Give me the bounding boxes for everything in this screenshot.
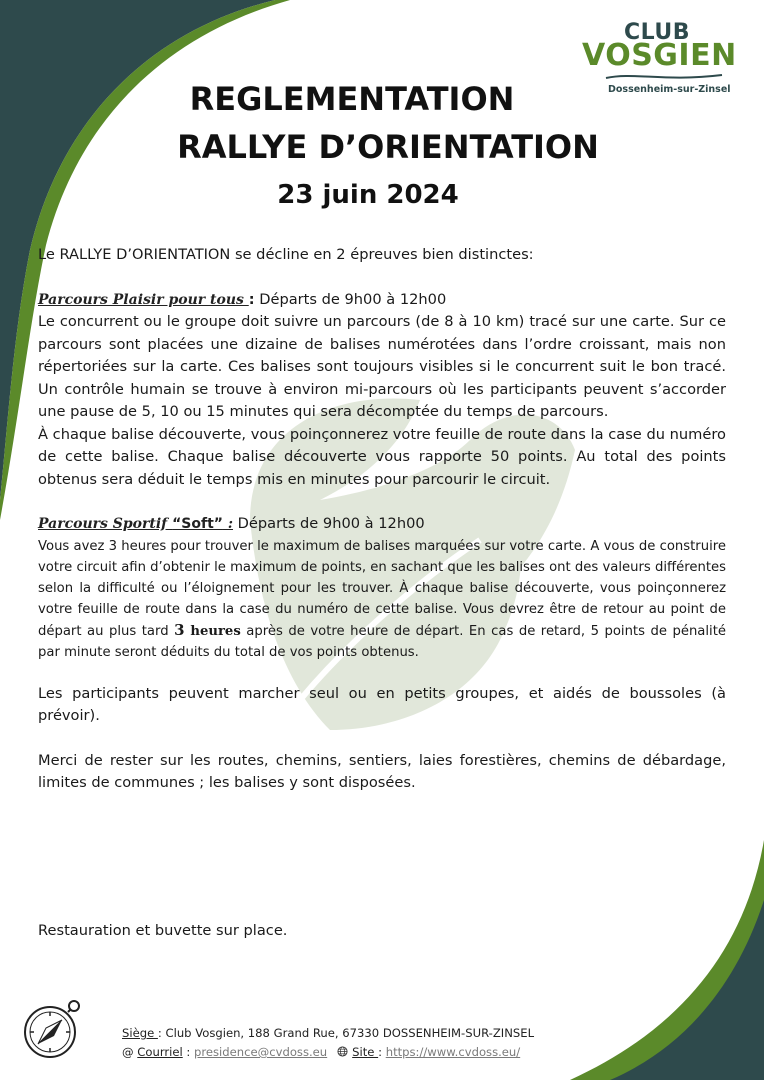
section-sportif	[38, 513, 726, 663]
footer-siege-label: Siège	[122, 1026, 158, 1040]
sportif-duration	[174, 620, 241, 639]
section-plaisir	[38, 289, 726, 492]
sportif-soft: “Soft”	[172, 516, 223, 532]
plaisir-heading	[38, 289, 726, 312]
plaisir-text-2: À chaque balise découverte, vous poinçonnerez votre feuille de route dans la case du numéro de cette balise. Chaque balise découverte vous rapporte 50 points. Au total des points obtenus sera déduit le temps mis en minutes pour parcourir le circuit.	[38, 425, 726, 488]
restauration-text: Restauration et buvette sur place.	[38, 922, 288, 939]
sportif-duration-word: heures	[184, 623, 241, 639]
footer-site-label: Site	[352, 1045, 379, 1059]
document-body	[38, 244, 726, 817]
logo-vosgien-text: VOSGIEN	[582, 38, 737, 73]
logo-club-text: CLUB	[624, 20, 691, 45]
footer-site-sep: :	[378, 1045, 386, 1059]
footer-contact-line	[122, 1043, 534, 1062]
intro-paragraph: Le RALLYE D’ORIENTATION se décline en 2 épreuves bien distinctes:	[38, 246, 534, 263]
participants-paragraph: Les participants peuvent marcher seul ou en petits groupes, et aidés de boussoles (à prévoir).	[38, 684, 726, 724]
logo-town-text: Dossenheim-sur-Zinsel	[608, 84, 731, 95]
title-reglementation: REGLEMENTATION	[189, 80, 515, 118]
sportif-text-b: après de votre heure de départ. En cas de retard, 5 points de pénalité par minute seront déduits du total de vos points obtenus.	[38, 623, 726, 660]
footer	[122, 1024, 534, 1062]
sportif-heading	[38, 513, 726, 536]
footer-site-link[interactable]: https://www.cvdoss.eu/	[385, 1045, 521, 1059]
compass-icon	[18, 992, 88, 1062]
globe-icon	[337, 1046, 348, 1057]
sportif-label	[38, 516, 233, 532]
footer-email-link[interactable]: presidence@cvdoss.eu	[194, 1045, 328, 1059]
sportif-departs: Départs de 9h00 à 12h00	[233, 515, 425, 532]
title-date: 23 juin 2024	[277, 180, 459, 210]
sportif-text-a: Vous avez 3 heures pour trouver le maximum de balises marquées sur votre carte. A vous de construire votre circuit afin d’obtenir le maximum de points, en sachant que les balises ont des valeurs différentes selon la difficulté ou l’éloignement pour les trouver. À chaque balise découverte, vous poinçonnerez votre feuille de route dans la case du numéro de cette balise. Vous devrez être de retour au point de départ au plus tard	[38, 538, 726, 639]
footer-courriel-label: Courriel	[137, 1045, 183, 1059]
sportif-colon: :	[222, 516, 234, 532]
title-rallye: RALLYE D’ORIENTATION	[177, 128, 599, 166]
footer-address-line	[122, 1024, 534, 1043]
sportif-text	[38, 536, 726, 663]
plaisir-label: Parcours Plaisir pour tous	[38, 291, 249, 308]
plaisir-departs: Départs de 9h00 à 12h00	[254, 290, 447, 308]
merci-paragraph: Merci de rester sur les routes, chemins, sentiers, laies forestières, chemins de débardage, limites de communes ; les balises y sont disposées.	[38, 751, 726, 791]
footer-siege-text: : Club Vosgien, 188 Grand Rue, 67330 DOSSENHEIM-SUR-ZINSEL	[157, 1026, 535, 1040]
footer-courriel-sep: :	[182, 1045, 195, 1059]
sportif-duration-number: 3	[174, 620, 185, 639]
sportif-label-text: Parcours Sportif	[38, 516, 173, 532]
plaisir-text-1: Le concurrent ou le groupe doit suivre un parcours (de 8 à 10 km) tracé sur une carte. Sur ce parcours sont placées une dizaine de balises numérotées dans l’ordre croissant, mais non répertoriées sur la carte. Ces balises sont toujours visibles si le concurrent suit le bon tracé. Un contrôle humain se trouve à environ mi-parcours où les participants peuvent s’accorder une pause de 5, 10 ou 15 minutes qui sera décomptée du temps de parcours.	[38, 313, 726, 420]
plaisir-colon: :	[248, 290, 255, 308]
footer-at-sign: @	[122, 1045, 138, 1059]
